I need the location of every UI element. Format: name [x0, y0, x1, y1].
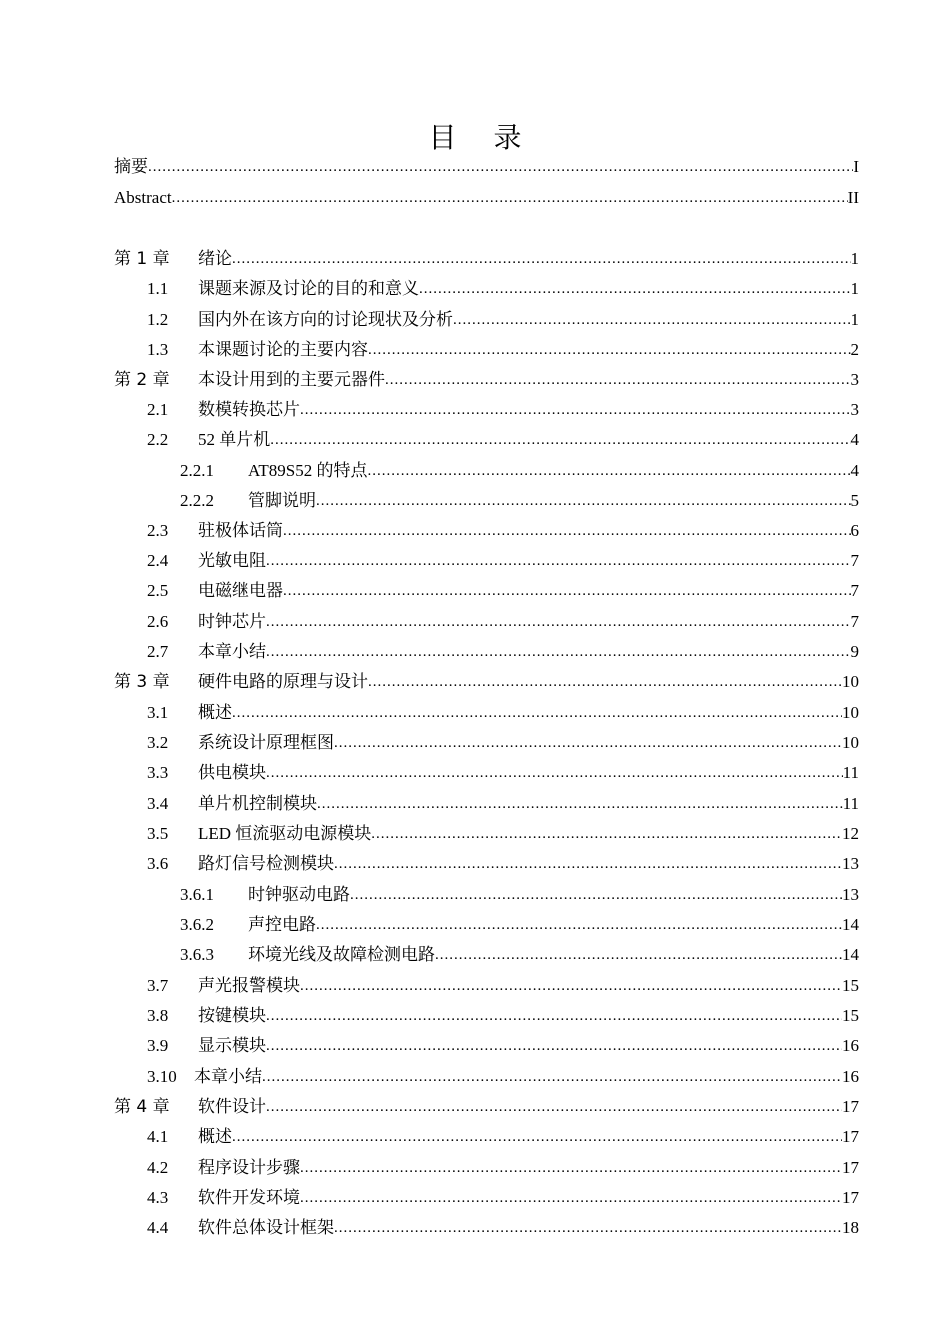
- toc-entry-page: 7: [850, 581, 859, 600]
- toc-entry[interactable]: [114, 728, 859, 758]
- toc-entry-title: 软件开发环境: [198, 1183, 300, 1213]
- toc-entry-page: 14: [842, 915, 859, 934]
- toc-entry-title: 电磁继电器: [198, 576, 283, 606]
- toc-entry-title: Abstract: [114, 183, 172, 213]
- toc-entry[interactable]: [114, 849, 859, 879]
- toc-entry-title: 路灯信号检测模块: [198, 849, 334, 879]
- toc-entry-title: 按键模块: [198, 1001, 266, 1031]
- dot-leader: [283, 516, 851, 546]
- toc-entry-title: 环境光线及故障检测电路: [248, 940, 435, 970]
- toc-entry-title: AT89S52 的特点: [248, 456, 367, 486]
- dot-leader: [232, 698, 842, 728]
- dot-leader: [266, 1092, 842, 1122]
- toc-entry[interactable]: [114, 789, 859, 819]
- toc-entry[interactable]: [114, 880, 859, 910]
- toc-entry[interactable]: [114, 819, 859, 849]
- dot-leader: [300, 1183, 842, 1213]
- toc-entry-page: 11: [842, 794, 859, 813]
- dot-leader: [435, 940, 842, 970]
- dot-leader: [453, 305, 851, 335]
- dot-leader: [317, 789, 843, 819]
- toc-entry-number: 第 4 章: [114, 1097, 170, 1117]
- toc-entry[interactable]: [114, 546, 859, 576]
- toc-entry-number: 3.4: [147, 794, 169, 813]
- dot-leader: [371, 819, 842, 849]
- toc-entry-title: 国内外在该方向的讨论现状及分析: [198, 305, 453, 335]
- toc-entry-page: 15: [842, 976, 859, 995]
- toc-entry-number: 2.2: [147, 430, 169, 449]
- dot-leader: [334, 849, 842, 879]
- toc-entry-page: 17: [842, 1158, 859, 1177]
- toc-entry[interactable]: [114, 274, 859, 304]
- toc-entry-number: 3.3: [147, 763, 169, 782]
- toc-entry[interactable]: [114, 425, 859, 455]
- dot-leader: [266, 637, 851, 667]
- toc-entry-page: 1: [850, 279, 859, 298]
- toc-entry-number: 2.4: [147, 551, 169, 570]
- toc-entry-title: 驻极体话筒: [198, 516, 283, 546]
- toc-entry-number: 1.1: [147, 279, 169, 298]
- page-title: 目 录: [428, 121, 536, 154]
- toc-entry-number: 2.5: [147, 581, 169, 600]
- toc-entry-page: 17: [842, 1188, 859, 1207]
- toc-entry-number: 3.9: [147, 1036, 169, 1055]
- toc-entry[interactable]: [114, 1092, 859, 1122]
- toc-entry-number: 第 1 章: [114, 249, 170, 269]
- toc-entry-title: 摘要: [114, 152, 148, 182]
- toc-entry-title: 本章小结: [198, 637, 266, 667]
- dot-leader: [316, 910, 842, 940]
- toc-entry[interactable]: [114, 607, 859, 637]
- toc-entry-title: 光敏电阻: [198, 546, 266, 576]
- toc-entry-title: 系统设计原理框图: [198, 728, 334, 758]
- toc-entry-number: 3.6.3: [180, 945, 214, 964]
- toc-entry-title: 时钟驱动电路: [248, 880, 350, 910]
- toc-entry[interactable]: [114, 1153, 859, 1183]
- toc-entry-number: 2.3: [147, 521, 169, 540]
- toc-entry-number: 3.6.2: [180, 915, 214, 934]
- dot-leader: [266, 1031, 842, 1061]
- dot-leader: [172, 183, 848, 213]
- toc-entry-page: 14: [842, 945, 859, 964]
- toc-entry-page: 10: [842, 703, 859, 722]
- toc-entry[interactable]: [114, 667, 859, 697]
- toc-entry-page: 16: [842, 1067, 859, 1086]
- toc-entry-page: 16: [842, 1036, 859, 1055]
- dot-leader: [266, 607, 851, 637]
- dot-leader: [262, 1062, 842, 1092]
- toc-entry-title: 数模转换芯片: [198, 395, 300, 425]
- toc-entry[interactable]: [114, 1001, 859, 1031]
- toc-entry[interactable]: [114, 183, 859, 213]
- toc-entry[interactable]: [114, 456, 859, 486]
- toc-entry-page: 17: [842, 1097, 859, 1116]
- toc-entry[interactable]: [114, 365, 859, 395]
- dot-leader: [300, 1153, 842, 1183]
- toc-entry-page: 18: [842, 1218, 859, 1237]
- toc-entry-number: 3.6.1: [180, 885, 214, 904]
- toc-entry[interactable]: [114, 486, 859, 516]
- toc-entry-page: 7: [850, 612, 859, 631]
- toc-entry-page: 1: [850, 310, 859, 329]
- toc-entry-number: 第 2 章: [114, 370, 170, 390]
- toc-entry-page: 12: [842, 824, 859, 843]
- toc-entry-number: 2.1: [147, 400, 169, 419]
- toc-entry-title: 概述: [198, 698, 232, 728]
- dot-leader: [300, 395, 851, 425]
- toc-entry[interactable]: [114, 305, 859, 335]
- toc-entry-title: 供电模块: [198, 758, 266, 788]
- toc-entry-title: 绪论: [198, 244, 232, 274]
- toc-entry-page: 10: [842, 672, 859, 691]
- dot-leader: [334, 728, 842, 758]
- toc-entry[interactable]: [114, 516, 859, 546]
- toc-entry[interactable]: [114, 637, 859, 667]
- toc-entry-page: 10: [842, 733, 859, 752]
- toc-entry[interactable]: [114, 1213, 859, 1243]
- toc-entry[interactable]: [114, 971, 859, 1001]
- dot-leader: [266, 758, 843, 788]
- toc-entry-title: 软件设计: [198, 1092, 266, 1122]
- dot-leader: [300, 971, 842, 1001]
- toc-entry-page: 3: [850, 370, 859, 389]
- toc-entry-page: 5: [850, 491, 859, 510]
- toc-entry-page: 4: [850, 430, 859, 449]
- toc-entry-title: 本设计用到的主要元器件: [198, 365, 385, 395]
- dot-leader: [266, 546, 851, 576]
- dot-leader: [334, 1213, 842, 1243]
- toc-entry-number: 3.5: [147, 824, 169, 843]
- toc-entry-number: 3.10: [147, 1067, 177, 1086]
- toc-entry-title: 单片机控制模块: [198, 789, 317, 819]
- dot-leader: [419, 274, 851, 304]
- dot-leader: [270, 425, 850, 455]
- dot-leader: [350, 880, 842, 910]
- toc-entry-number: 3.2: [147, 733, 169, 752]
- toc-entry-number: 3.6: [147, 854, 169, 873]
- toc-entry-title: 程序设计步骤: [198, 1153, 300, 1183]
- toc-entry-title: 本章小结: [194, 1062, 262, 1092]
- toc-entry[interactable]: [114, 940, 859, 970]
- toc-entry-title: 声控电路: [248, 910, 316, 940]
- toc-entry-page: 6: [850, 521, 859, 540]
- toc-entry-title: 显示模块: [198, 1031, 266, 1061]
- toc-entry-title: 软件总体设计框架: [198, 1213, 334, 1243]
- toc-entry[interactable]: [114, 152, 859, 182]
- toc-entry-number: 3.7: [147, 976, 169, 995]
- toc-entry-page: 1: [850, 249, 859, 268]
- dot-leader: [385, 365, 851, 395]
- toc-entry-title: 硬件电路的原理与设计: [198, 667, 368, 697]
- toc-entry-title: 课题来源及讨论的目的和意义: [198, 274, 419, 304]
- toc-entry[interactable]: [114, 1122, 859, 1152]
- toc-entry-title: LED 恒流驱动电源模块: [198, 819, 371, 849]
- dot-leader: [232, 244, 851, 274]
- dot-leader: [283, 576, 851, 606]
- toc-entry-page: I: [853, 157, 859, 176]
- toc-entry-number: 3.8: [147, 1006, 169, 1025]
- toc-entry-page: 13: [842, 885, 859, 904]
- toc-entry-page: 17: [842, 1127, 859, 1146]
- toc-entry-number: 4.4: [147, 1218, 169, 1237]
- toc-entry[interactable]: [114, 1183, 859, 1213]
- toc-entry-page: 9: [850, 642, 859, 661]
- toc-entry-number: 4.2: [147, 1158, 169, 1177]
- toc-entry-number: 第 3 章: [114, 672, 170, 692]
- toc-entry[interactable]: [114, 244, 859, 274]
- toc-entry-page: 11: [842, 763, 859, 782]
- dot-leader: [266, 1001, 842, 1031]
- toc-entry[interactable]: [114, 576, 859, 606]
- toc-entry-page: 4: [850, 461, 859, 480]
- toc-entry-title: 管脚说明: [248, 486, 316, 516]
- toc-entry-number: 2.2.1: [180, 461, 214, 480]
- toc-entry-title: 声光报警模块: [198, 971, 300, 1001]
- dot-leader: [368, 335, 851, 365]
- toc-entry-page: II: [847, 188, 859, 207]
- toc-entry-title: 52 单片机: [198, 425, 270, 455]
- toc-entry[interactable]: [114, 758, 859, 788]
- toc-entry-title: 本课题讨论的主要内容: [198, 335, 368, 365]
- toc-entry[interactable]: [114, 910, 859, 940]
- dot-leader: [316, 486, 851, 516]
- dot-leader: [368, 667, 842, 697]
- toc-entry-number: 2.2.2: [180, 491, 214, 510]
- toc-entry-number: 2.7: [147, 642, 169, 661]
- toc-entry-page: 2: [850, 340, 859, 359]
- toc-entry-title: 概述: [198, 1122, 232, 1152]
- toc-entry-number: 4.1: [147, 1127, 169, 1146]
- toc-entry[interactable]: [114, 1062, 859, 1092]
- dot-leader: [148, 152, 853, 182]
- toc-entry-number: 1.2: [147, 310, 169, 329]
- toc-entry-page: 3: [850, 400, 859, 419]
- toc-entry-title: 时钟芯片: [198, 607, 266, 637]
- toc-entry[interactable]: [114, 1031, 859, 1061]
- toc-entry[interactable]: [114, 335, 859, 365]
- dot-leader: [367, 456, 850, 486]
- toc-entry-page: 7: [850, 551, 859, 570]
- toc-entry-page: 13: [842, 854, 859, 873]
- toc-entry-number: 3.1: [147, 703, 169, 722]
- toc-entry-number: 2.6: [147, 612, 169, 631]
- toc-entry-number: 4.3: [147, 1188, 169, 1207]
- toc-entry[interactable]: [114, 395, 859, 425]
- dot-leader: [232, 1122, 842, 1152]
- toc-entry-number: 1.3: [147, 340, 169, 359]
- toc-entry[interactable]: [114, 698, 859, 728]
- toc-entry-page: 15: [842, 1006, 859, 1025]
